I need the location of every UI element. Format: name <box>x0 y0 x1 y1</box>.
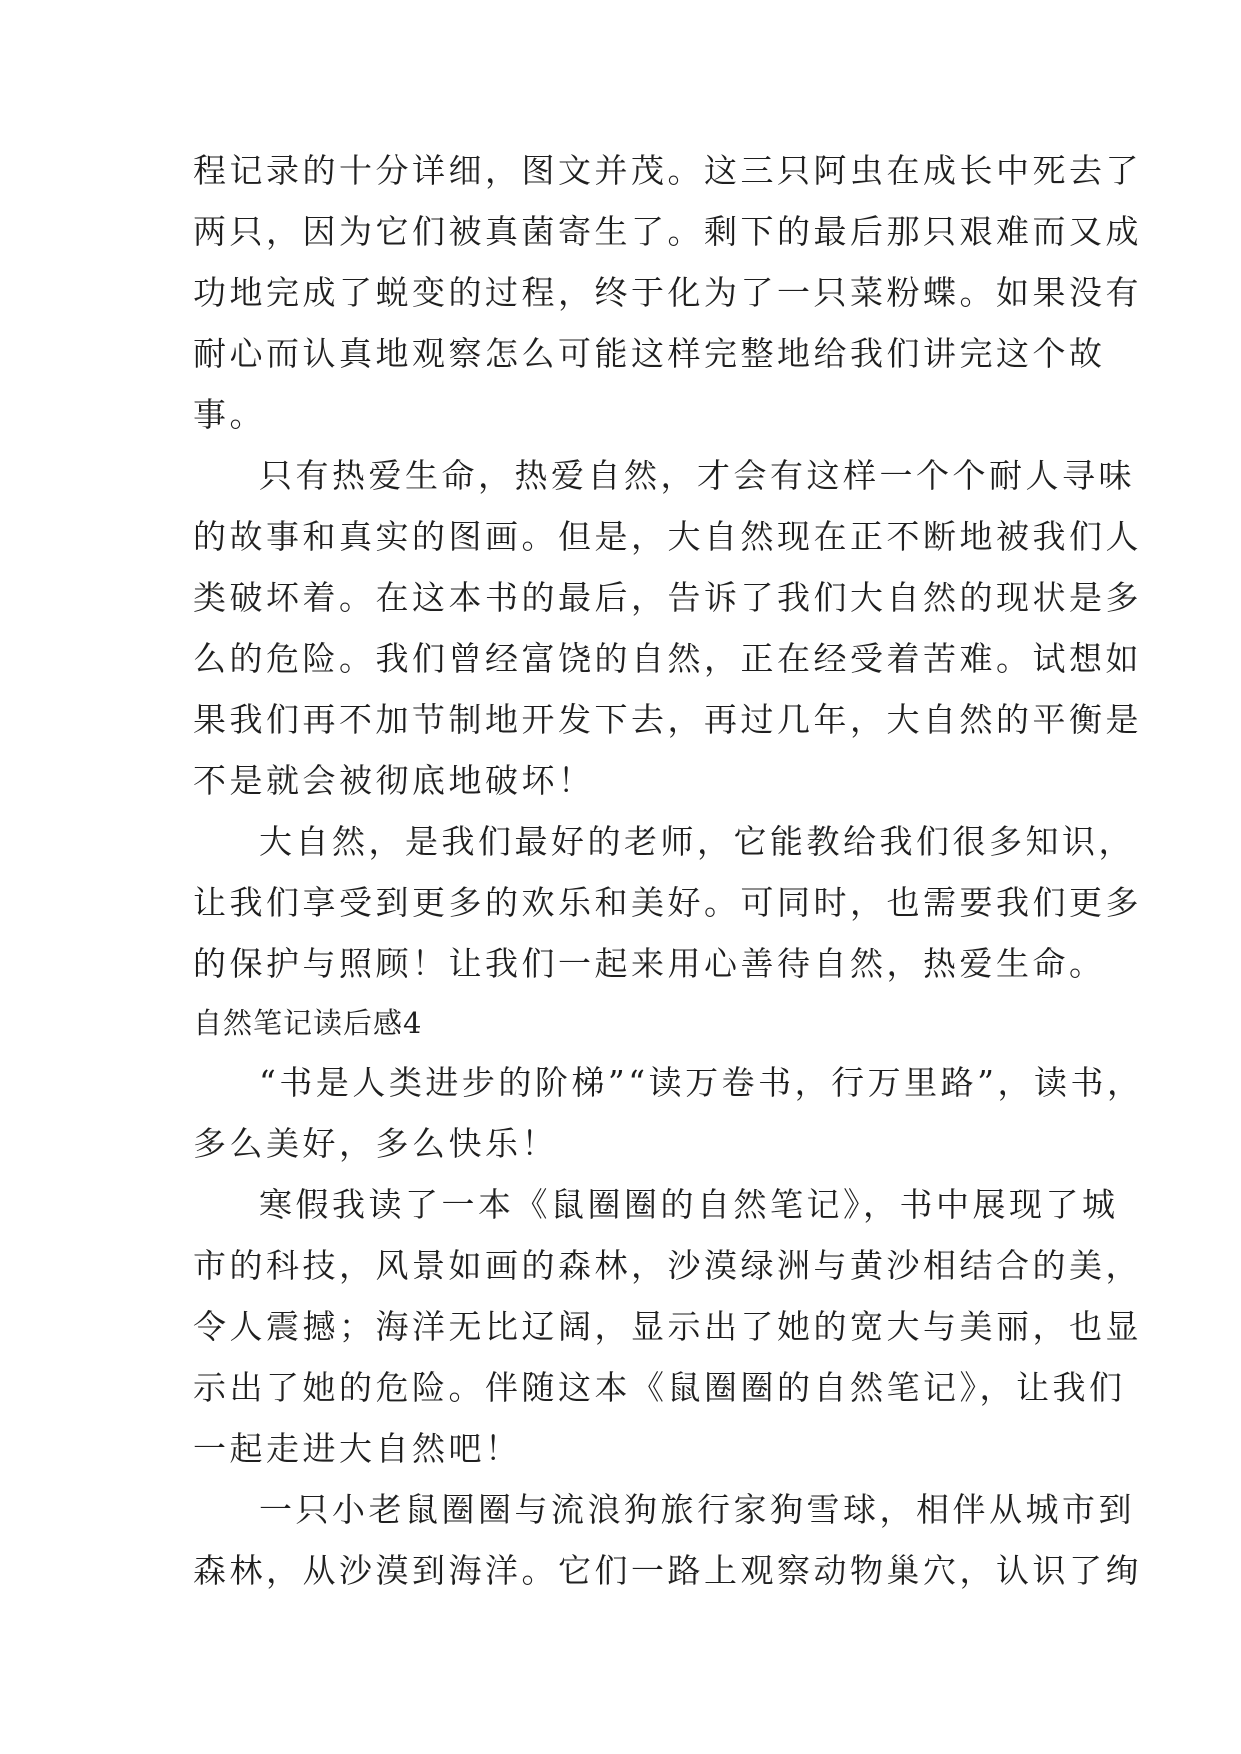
paragraph-line: 一只小老鼠圈圈与流浪狗旅行家狗雪球，相伴从城市到 <box>259 1490 1135 1529</box>
paragraph-line: 耐心而认真地观察怎么可能这样完整地给我们讲完这个故 <box>193 334 1106 373</box>
paragraph-line: 一起走进大自然吧！ <box>193 1429 522 1468</box>
paragraph-line: 只有热爱生命，热爱自然，才会有这样一个个耐人寻味 <box>259 456 1135 495</box>
paragraph-line: 多么美好，多么快乐！ <box>193 1124 558 1163</box>
paragraph-line: “书是人类进步的阶梯”“读万卷书，行万里路”，读书， <box>259 1063 1144 1102</box>
paragraph-line: 功地完成了蜕变的过程，终于化为了一只菜粉蝶。如果没有 <box>193 273 1142 312</box>
document-body <box>193 140 1144 1601</box>
paragraph-line: 示出了她的危险。伴随这本《鼠圈圈的自然笔记》，让我们 <box>193 1368 1126 1407</box>
paragraph-line: 让我们享受到更多的欢乐和美好。可同时，也需要我们更多 <box>193 883 1142 922</box>
paragraph-line: 大自然，是我们最好的老师，它能教给我们很多知识， <box>259 822 1135 861</box>
paragraph-line: 类破坏着。在这本书的最后，告诉了我们大自然的现状是多 <box>193 578 1142 617</box>
paragraph-line: 森林，从沙漠到海洋。它们一路上观察动物巢穴，认识了绚 <box>193 1551 1142 1590</box>
paragraph-line: 令人震撼；海洋无比辽阔，显示出了她的宽大与美丽，也显 <box>193 1307 1142 1346</box>
paragraph-line: 不是就会被彻底地破坏！ <box>193 761 595 800</box>
paragraph-line: 的保护与照顾！让我们一起来用心善待自然，热爱生命。 <box>193 944 1106 983</box>
paragraph-line: 事。 <box>193 395 266 434</box>
paragraph-line: 两只，因为它们被真菌寄生了。剩下的最后那只艰难而又成 <box>193 212 1142 251</box>
paragraph-line: 市的科技，风景如画的森林，沙漠绿洲与黄沙相结合的美， <box>193 1246 1142 1285</box>
paragraph-line: 果我们再不加节制地开发下去，再过几年，大自然的平衡是 <box>193 700 1142 739</box>
paragraph-line: 么的危险。我们曾经富饶的自然，正在经受着苦难。试想如 <box>193 639 1142 678</box>
paragraph-line: 的故事和真实的图画。但是，大自然现在正不断地被我们人 <box>193 517 1142 556</box>
paragraph-line: 程记录的十分详细，图文并茂。这三只阿虫在成长中死去了 <box>193 151 1142 190</box>
section-heading: 自然笔记读后感4 <box>193 1006 423 1040</box>
paragraph-line: 寒假我读了一本《鼠圈圈的自然笔记》，书中展现了城 <box>259 1185 1119 1224</box>
